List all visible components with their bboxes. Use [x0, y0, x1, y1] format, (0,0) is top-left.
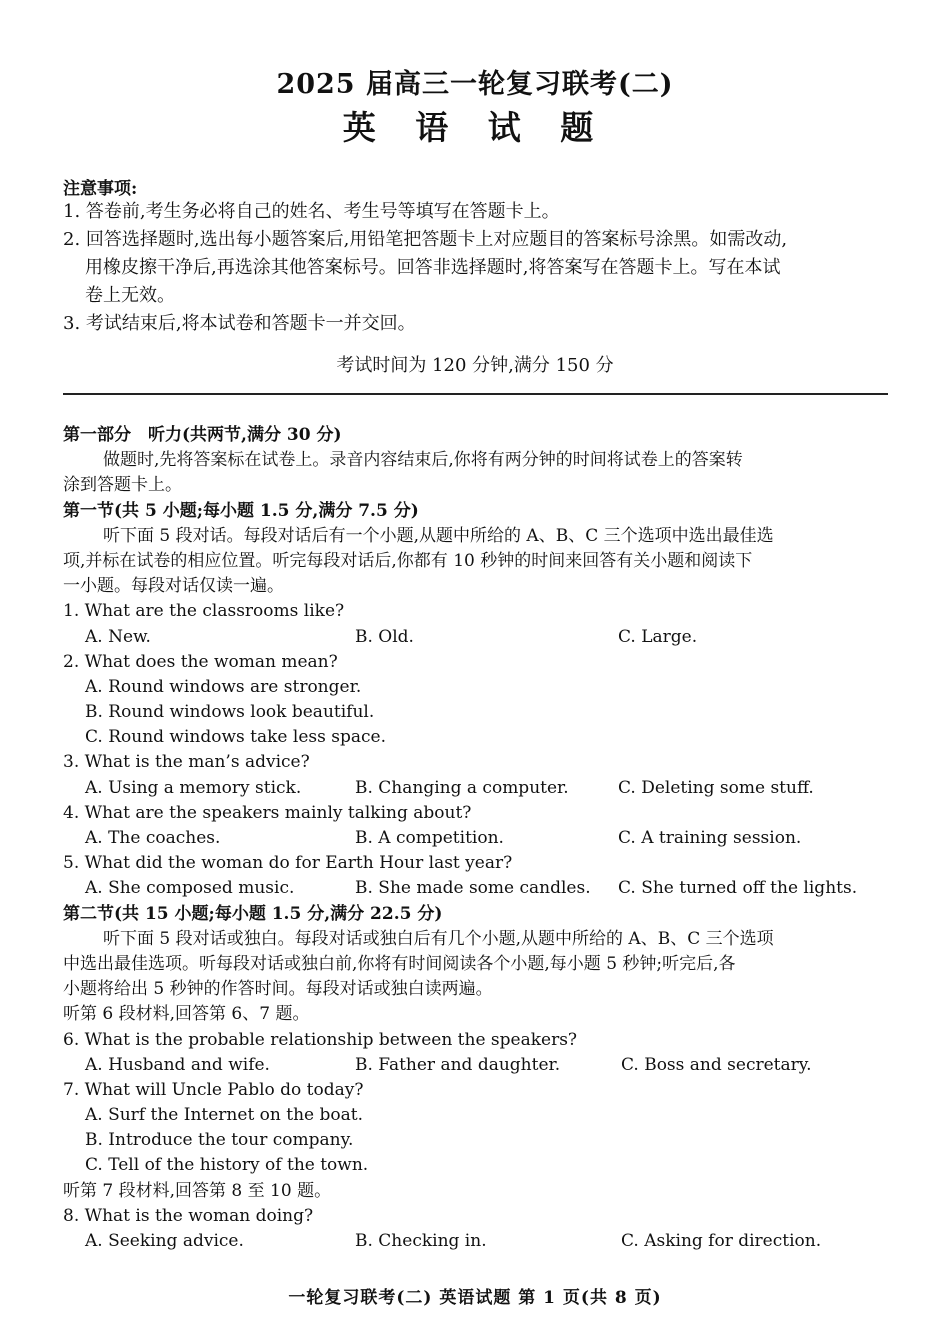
- notice-item: 1. 答卷前,考生务必将自己的姓名、考生号等填写在答题卡上。: [63, 201, 560, 222]
- option-b: B. A competition.: [355, 828, 504, 848]
- option-a: A. Surf the Internet on the boat.: [85, 1105, 363, 1126]
- option-b: B. Father and daughter.: [355, 1054, 561, 1075]
- option-a: A. Seeking advice.: [85, 1231, 244, 1251]
- option-c: C. Round windows take less space.: [85, 727, 386, 748]
- exam-title: 2025 届高三一轮复习联考(二): [276, 69, 674, 100]
- material-instruction: 听第 7 段材料,回答第 8 至 10 题。: [63, 1180, 332, 1201]
- notice-item: 用橡皮擦干净后,再选涂其他答案标号。回答非选择题时,将答案写在答题卡上。写在本试: [85, 257, 781, 278]
- question-options: [63, 776, 898, 801]
- section1-intro: 项,并标在试卷的相应位置。听完每段对话后,你都有 10 秒钟的时间来回答有关小题和阅读下: [63, 550, 753, 571]
- question-options: [63, 1053, 898, 1078]
- option-b: B. Old.: [355, 626, 414, 647]
- question-options: [63, 1229, 898, 1254]
- divider: [63, 393, 888, 395]
- material-instruction: 听第 6 段材料,回答第 6、7 题。: [63, 1004, 310, 1025]
- option-a: A. New.: [85, 626, 151, 647]
- option-a: A. Husband and wife.: [85, 1054, 270, 1075]
- notice-heading: 注意事项:: [63, 179, 138, 199]
- option-a: A. The coaches.: [85, 828, 221, 848]
- option-b: B. Introduce the tour company.: [85, 1130, 354, 1151]
- page-footer: 一轮复习联考(二) 英语试题 第 1 页(共 8 页): [288, 1288, 662, 1308]
- question-stem: 3. What is the man’s advice?: [63, 752, 310, 773]
- option-b: B. Round windows look beautiful.: [85, 702, 375, 723]
- section1-intro: 听下面 5 段对话。每段对话后有一个小题,从题中所给的 A、B、C 三个选项中选出最佳选: [103, 525, 774, 546]
- option-b: B. Checking in.: [355, 1231, 487, 1251]
- question-stem: 5. What did the woman do for Earth Hour last year?: [63, 853, 513, 874]
- part-intro: 做题时,先将答案标在试卷上。录音内容结束后,你将有两分钟的时间将试卷上的答案转: [103, 450, 743, 471]
- option-a: A. She composed music.: [85, 878, 295, 899]
- option-c: C. A training session.: [618, 828, 802, 848]
- option-a: A. Round windows are stronger.: [85, 676, 362, 697]
- question-stem: 7. What will Uncle Pablo do today?: [63, 1079, 364, 1100]
- section2-intro: 听下面 5 段对话或独白。每段对话或独白后有几个小题,从题中所给的 A、B、C 三个选项: [103, 928, 774, 949]
- question-stem: 8. What is the woman doing?: [63, 1205, 314, 1226]
- section2-intro: 小题将给出 5 秒钟的作答时间。每段对话或独白读两遍。: [63, 979, 493, 1000]
- option-b: B. Changing a computer.: [355, 777, 569, 798]
- question-stem: 2. What does the woman mean?: [63, 651, 338, 672]
- option-c: C. Tell of the history of the town.: [85, 1155, 369, 1176]
- part-title: 第一部分 听力(共两节,满分 30 分): [63, 425, 342, 445]
- question-options: [63, 826, 898, 851]
- option-c: C. Deleting some stuff.: [618, 777, 814, 798]
- exam-time: 考试时间为 120 分钟,满分 150 分: [336, 355, 614, 376]
- option-c: C. Asking for direction.: [621, 1231, 822, 1251]
- notice-item: 3. 考试结束后,将本试卷和答题卡一并交回。: [63, 313, 416, 334]
- section1-title: 第一节(共 5 小题;每小题 1.5 分,满分 7.5 分): [63, 500, 419, 521]
- subject-title: 英 语 试 题: [342, 108, 608, 147]
- option-c: C. She turned off the lights.: [618, 878, 858, 899]
- question-stem: 1. What are the classrooms like?: [63, 601, 345, 622]
- question-options: [63, 876, 898, 901]
- notice-item: 卷上无效。: [85, 285, 175, 306]
- section1-intro: 一小题。每段对话仅读一遍。: [63, 576, 284, 597]
- section2-title: 第二节(共 15 小题;每小题 1.5 分,满分 22.5 分): [63, 903, 443, 924]
- notice-block: [63, 174, 893, 338]
- question-stem: 4. What are the speakers mainly talking about?: [63, 802, 472, 823]
- part-intro: 涂到答题卡上。: [63, 475, 182, 496]
- listening-part: [63, 423, 898, 1254]
- option-c: C. Large.: [618, 626, 698, 647]
- section2-intro: 中选出最佳选项。听每段对话或独白前,你将有时间阅读各个小题,每小题 5 秒钟;听完后,各: [63, 953, 736, 974]
- notice-item: 2. 回答选择题时,选出每小题答案后,用铅笔把答题卡上对应题目的答案标号涂黑。如需改动,: [63, 229, 788, 250]
- question-stem: 6. What is the probable relationship between the speakers?: [63, 1029, 578, 1050]
- option-c: C. Boss and secretary.: [621, 1054, 812, 1075]
- option-b: B. She made some candles.: [355, 878, 591, 899]
- question-options: [63, 625, 898, 650]
- option-a: A. Using a memory stick.: [85, 777, 302, 798]
